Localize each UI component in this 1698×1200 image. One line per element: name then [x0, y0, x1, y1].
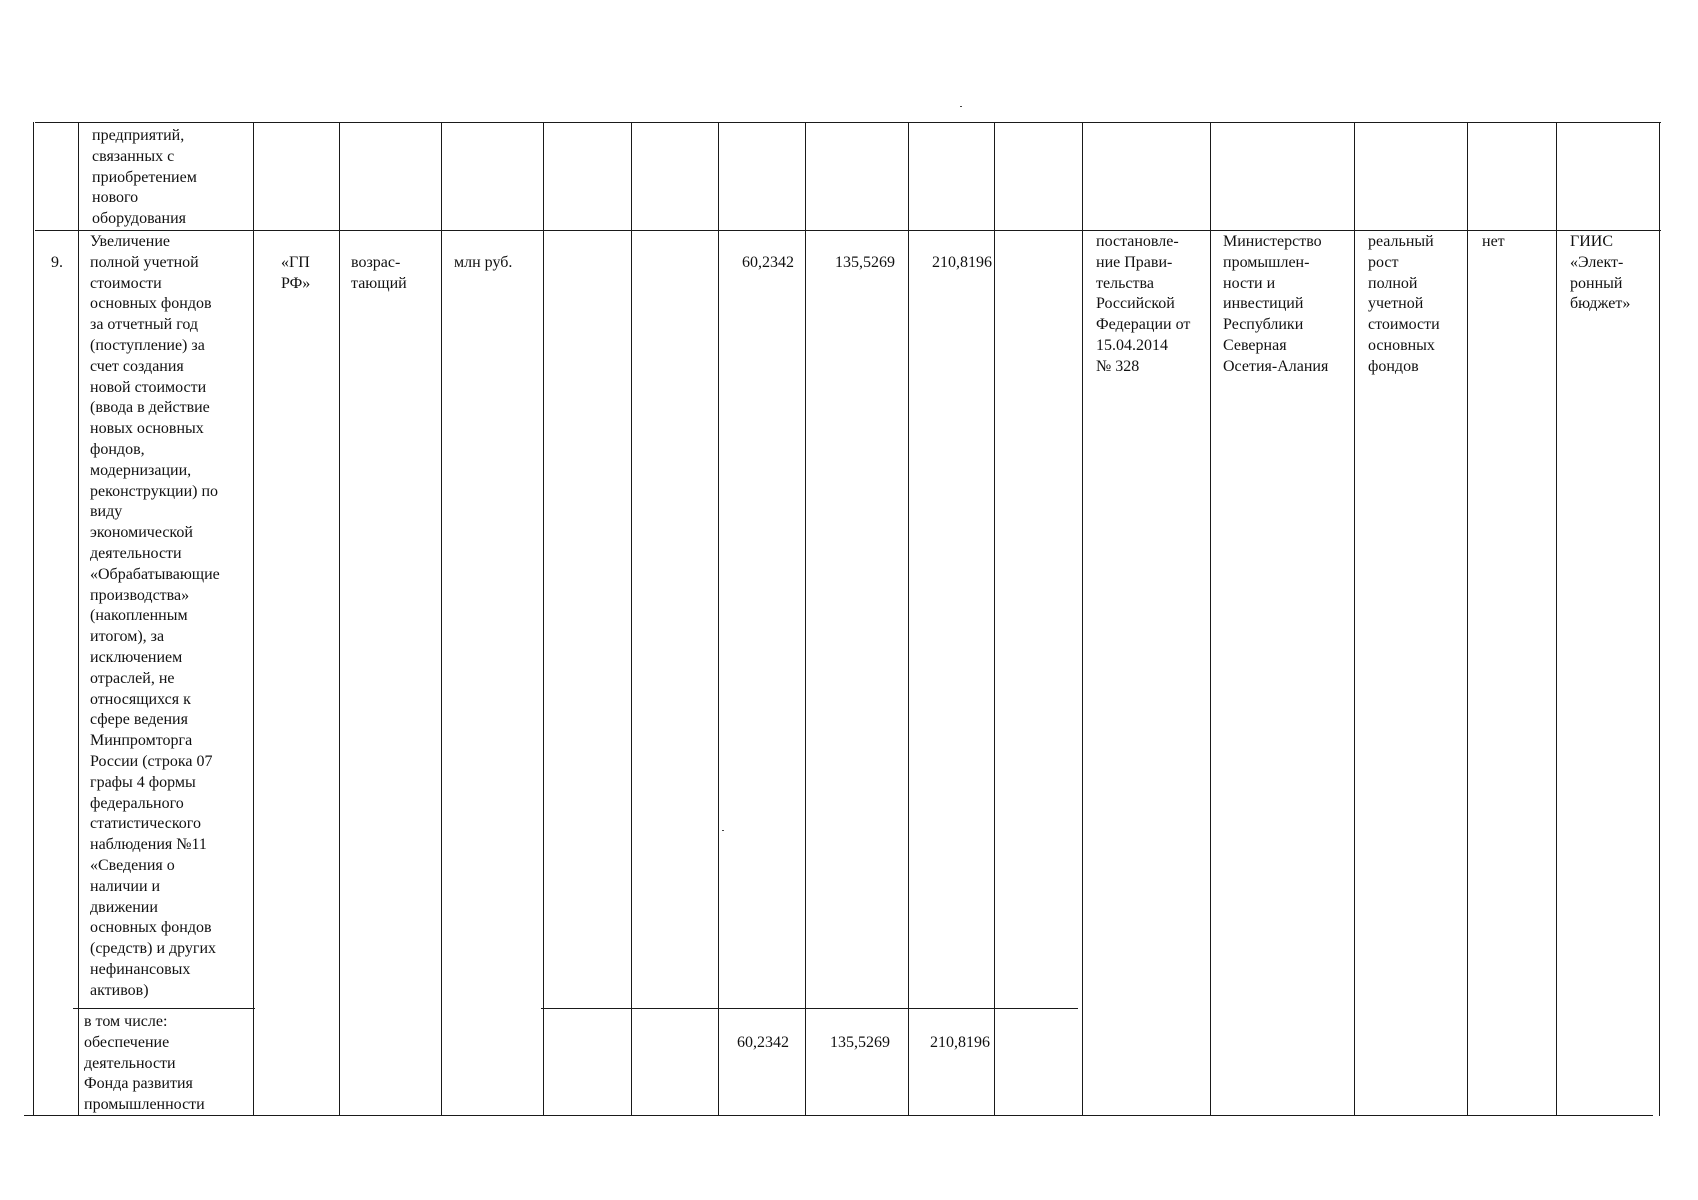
value-cell: 135,5269 — [835, 254, 895, 271]
responsible-body: Министерство промышлен- ности и инвестиций Республики Северная Осетия-Алания — [1223, 233, 1329, 375]
col-border-2 — [253, 122, 254, 1116]
unit-of-measure: млн руб. — [454, 254, 513, 271]
information-system: ГИИС «Элект- ронный бюджет» — [1570, 233, 1631, 313]
col-border-11 — [1082, 122, 1083, 1116]
value-cell: 135,5269 — [830, 1034, 890, 1051]
value-cell: 60,2342 — [742, 254, 794, 271]
col-border-4 — [441, 122, 442, 1116]
table-top-border — [35, 122, 1661, 123]
continued-indicator-name: предприятий, связанных с приобретением нового оборудования — [92, 127, 197, 228]
indicator-type: «ГП РФ» — [281, 254, 311, 292]
col-border-12 — [1210, 122, 1211, 1116]
col-border-6 — [631, 122, 632, 1116]
value-cell: 60,2342 — [737, 1034, 789, 1051]
col-border-9 — [908, 122, 909, 1116]
col-border-14 — [1467, 122, 1468, 1116]
subrow-divider-right — [541, 1008, 1078, 1009]
col-border-0 — [33, 122, 34, 1116]
value-cell: 210,8196 — [930, 1034, 990, 1051]
table-bottom-border — [24, 1115, 1653, 1116]
col-border-10 — [994, 122, 995, 1116]
availability-flag: нет — [1482, 233, 1505, 250]
row-divider — [35, 230, 1661, 231]
col-border-7 — [718, 122, 719, 1116]
col-border-3 — [339, 122, 340, 1116]
col-border-16 — [1659, 122, 1660, 1116]
calculation-method: реальный рост полной учетной стоимости основных фондов — [1368, 233, 1440, 375]
col-border-8 — [805, 122, 806, 1116]
scan-speck — [722, 830, 724, 831]
value-cell: 210,8196 — [932, 254, 992, 271]
col-border-15 — [1556, 122, 1557, 1116]
subrow-divider-left — [73, 1008, 255, 1009]
col-border-5 — [543, 122, 544, 1116]
indicator-name: Увеличение полной учетной стоимости основных фондов за отчетный год (поступление) за счет создания новой стоимости (ввода в действие новых основных фондов, модернизации, реконструкции) по виду экономической деятельности «Обрабатывающие производства» (накопленным итогом), за исключением отраслей, не относящихся к сфере ведения Минпромторга России (строка 07 графы 4 формы федерального статистического наблюдения №11 «Сведения о наличии и движении основных фондов (средств) и других нефинансовых активов) — [90, 233, 220, 999]
row-number: 9. — [51, 254, 63, 271]
subindicator-name: в том числе: обеспечение деятельности Фонда развития промышленности — [84, 1013, 205, 1114]
scan-speck — [960, 106, 962, 107]
col-border-13 — [1354, 122, 1355, 1116]
indicator-dynamics: возрас- тающий — [351, 254, 407, 292]
legal-basis: постановле- ние Прави- тельства Российской Федерации от 15.04.2014 № 328 — [1096, 233, 1191, 375]
col-border-1 — [78, 122, 79, 1116]
